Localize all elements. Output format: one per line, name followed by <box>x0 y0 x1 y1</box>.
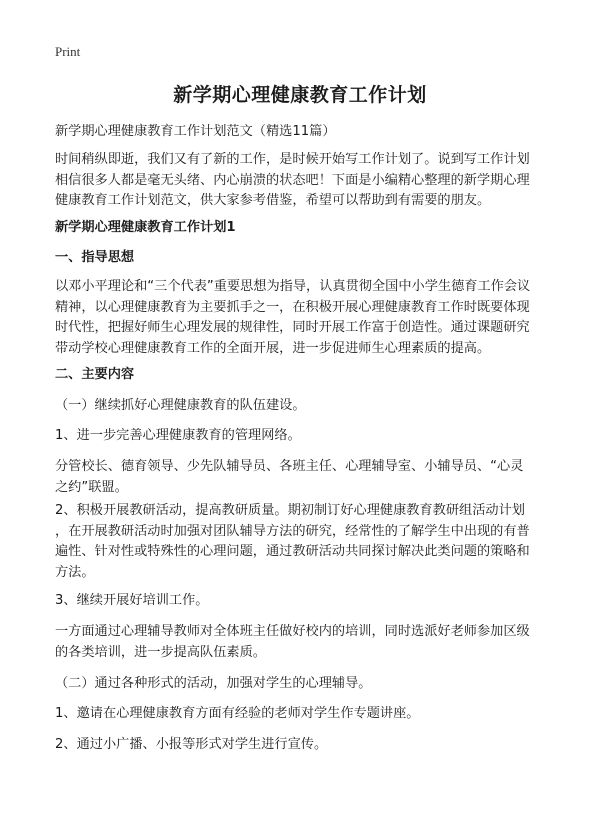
item-b: （二）通过各种形式的活动，加强对学生的心理辅导。 <box>55 676 372 691</box>
item-b2: 2、通过小广播、小报等形式对学生进行宣传。 <box>55 737 328 752</box>
item-a1-body: 分管校长、德育领导、少先队辅导员、各班主任、心理辅导室、小辅导员、“心灵 之约”联盟。 <box>55 459 524 495</box>
page-title: 新学期心理健康教育工作计划 <box>173 84 427 106</box>
subtitle: 新学期心理健康教育工作计划范文（精选11篇） <box>55 124 336 139</box>
section1-body: 以邓小平理论和“三个代表”重要思想为指导，认真贯彻全国中小学生德育工作会议 精神，以心理健康教育为主要抓手之一，在积极开展心理健康教育工作时既要体现 时代性，把握好师生心理发展的规律性，同时开展工作富于创造性。通过课题研究 带动学校心理健康教育工作的全面开展，进一步促进师生心理素质的提高。 <box>55 279 531 356</box>
plan1-heading: 新学期心理健康教育工作计划1 <box>55 220 236 235</box>
item-a3: 3、继续开展好培训工作。 <box>55 593 209 608</box>
item-a1: 1、进一步完善心理健康教育的管理网络。 <box>55 428 301 443</box>
item-a3-body: 一方面通过心理辅导教师对全体班主任做好校内的培训，同时选派好老师参加区级 的各类培训，进一步提高队伍素质。 <box>55 624 530 660</box>
section1-heading: 一、指导思想 <box>55 250 135 265</box>
section2-heading: 二、主要内容 <box>55 367 135 382</box>
intro-paragraph: 时间稍纵即逝，我们又有了新的工作，是时候开始写工作计划了。说到写工作计划 相信很多人都是毫无头绪、内心崩溃的状态吧！下面是小编精心整理的新学期心理 健康教育工作计划范文，供大家参考借鉴，希望可以帮助到有需要的朋友。 <box>55 152 530 208</box>
print-label[interactable]: Print <box>55 44 81 59</box>
item-a: （一）继续抓好心理健康教育的队伍建设。 <box>55 398 306 413</box>
item-b1: 1、邀请在心理健康教育方面有经验的老师对学生作专题讲座。 <box>55 706 420 721</box>
item-a2: 2、积极开展教研活动，提高教研质量。期初制订好心理健康教育教研组活动计划 ，在开展教研活动时加强对团队辅导方法的研究，经常性的了解学生中出现的有普 遍性、针对性或特殊性的心理问题，通过教研活动共同探讨解决此类问题的策略和 方法。 <box>55 503 530 580</box>
